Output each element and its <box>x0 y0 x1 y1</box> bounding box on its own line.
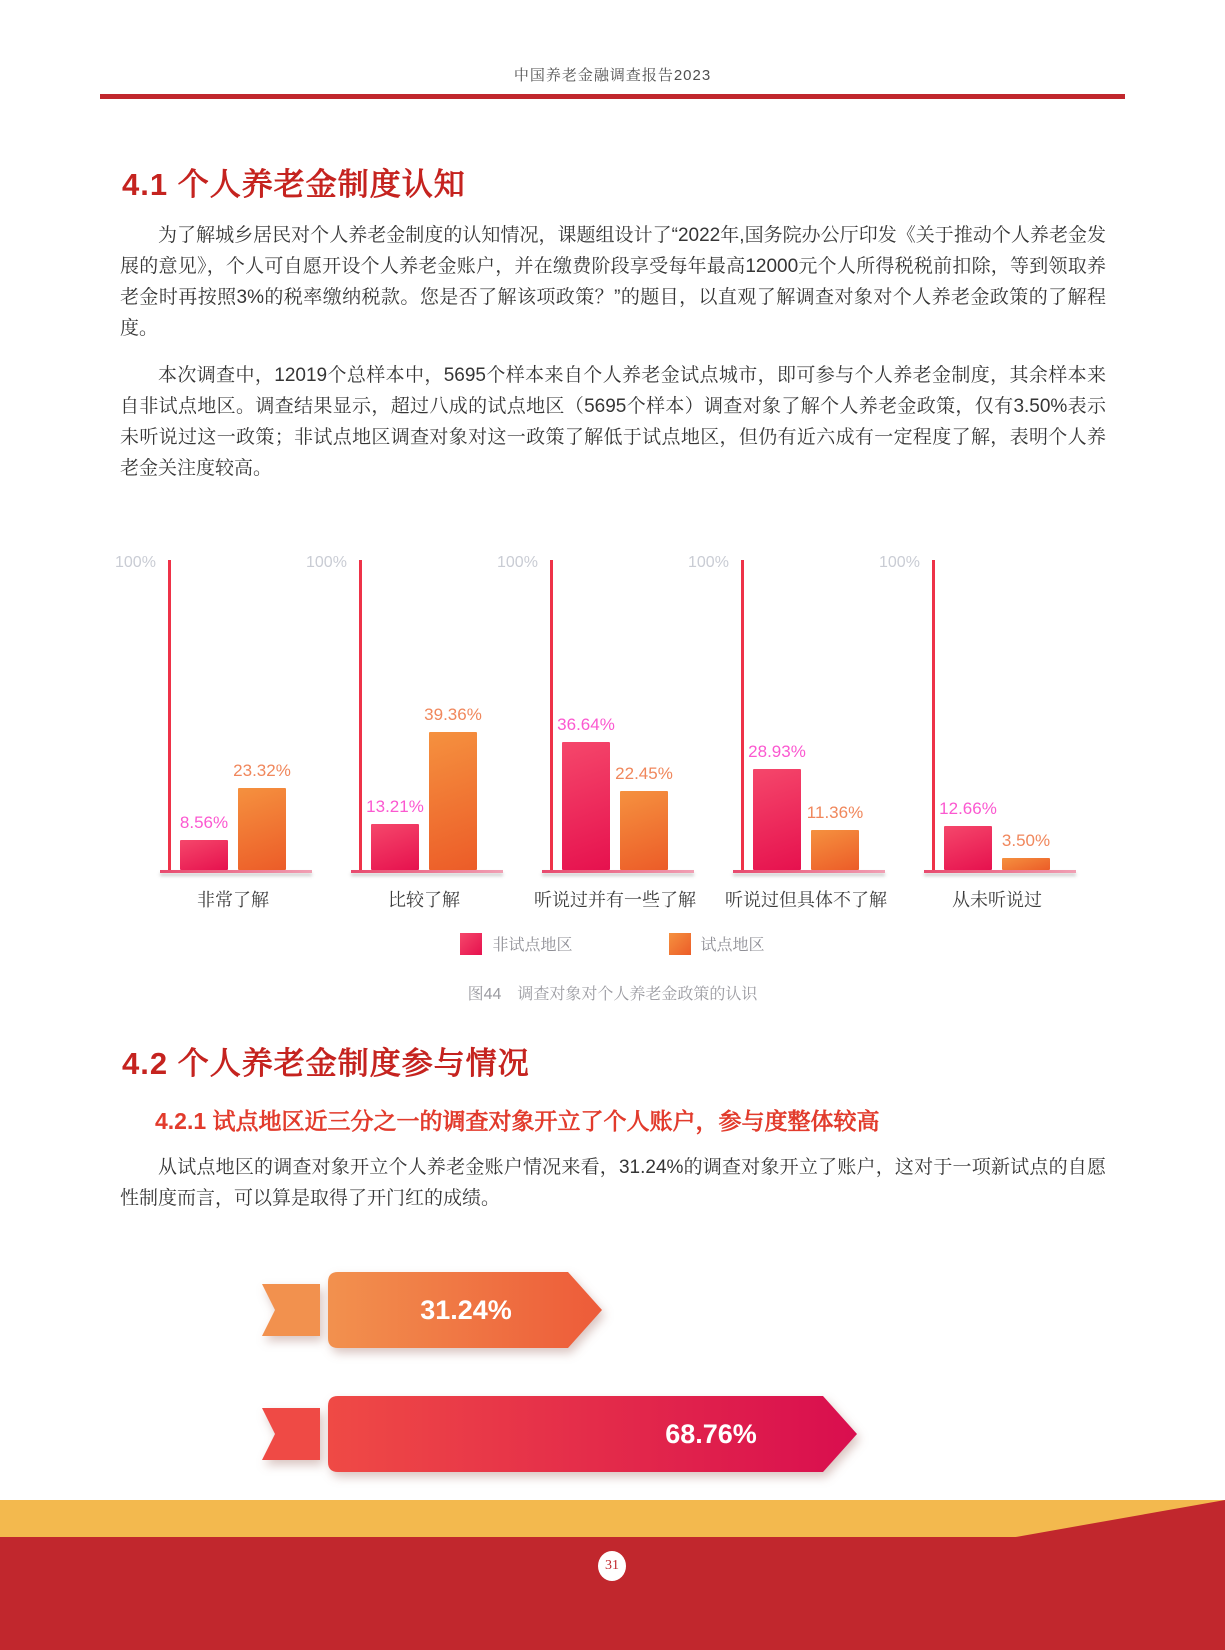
y-axis-line <box>359 560 362 872</box>
category-label: 从未听说过 <box>952 890 1042 910</box>
axis-max-label: 100% <box>306 554 347 571</box>
bar-试点地区 <box>1002 858 1050 870</box>
category-label: 比较了解 <box>388 890 460 910</box>
bar-非试点地区 <box>180 840 228 870</box>
section-4-2-1-subtitle: 4.2.1 试点地区近三分之一的调查对象开立了个人账户，参与度整体较高 <box>155 1108 880 1134</box>
category-label: 听说过并有一些了解 <box>534 890 696 910</box>
category-label: 听说过但具体不了解 <box>725 890 887 910</box>
x-axis-line <box>160 870 312 873</box>
x-axis-line <box>924 870 1076 873</box>
figure-45-arrow-chart <box>262 1272 1225 1474</box>
bar-value-label: 13.21% <box>366 797 424 816</box>
header-divider <box>100 94 1125 99</box>
arrow-ribbon-尚未开通 <box>262 1396 857 1474</box>
bar-试点地区 <box>238 788 286 870</box>
bar-试点地区 <box>429 732 477 870</box>
arrow-tail <box>262 1408 320 1460</box>
chart44-panel <box>877 540 1068 920</box>
bar-试点地区 <box>620 791 668 870</box>
x-axis-line <box>733 870 885 873</box>
bar-非试点地区 <box>562 742 610 870</box>
y-axis-line <box>932 560 935 872</box>
y-axis-line <box>741 560 744 872</box>
bar-value-label: 39.36% <box>424 705 482 724</box>
category-label: 非常了解 <box>197 890 269 910</box>
section-4-1-title: 4.1 个人养老金制度认知 <box>122 167 466 202</box>
legend-label: 非试点地区 <box>492 937 573 954</box>
axis-max-label: 100% <box>879 554 920 571</box>
arrow-row-尚未开通 <box>262 1396 1225 1474</box>
chart44-panel <box>304 540 495 920</box>
figure-44-legend <box>0 932 1225 955</box>
bar-value-label: 12.66% <box>939 799 997 818</box>
legend-swatch <box>669 933 691 955</box>
axis-max-label: 100% <box>497 554 538 571</box>
bar-value-label: 3.50% <box>1001 831 1051 850</box>
chart44-panel <box>686 540 887 920</box>
section-4-2-paragraph: 从试点地区的调查对象开立个人养老金账户情况来看，31.24%的调查对象开立了账户，这对于一项新试点的自愿性制度而言，可以算是取得了开门红的成绩。 <box>120 1157 1106 1209</box>
legend-item-非试点地区 <box>460 932 572 955</box>
report-title: 中国养老金融调查报告2023 <box>513 67 712 84</box>
legend-swatch <box>460 933 482 955</box>
bar-value-label: 22.45% <box>615 764 673 783</box>
x-axis-line <box>542 870 694 873</box>
chart44-panel <box>495 540 696 920</box>
bar-value-label: 36.64% <box>557 715 615 734</box>
axis-max-label: 100% <box>688 554 729 571</box>
page-number-badge: 31 <box>598 1551 626 1581</box>
section-4-2-title: 4.2 个人养老金制度参与情况 <box>122 1046 530 1081</box>
figure-44-caption: 图44 调查对象对个人养老金政策的认识 <box>467 986 758 1003</box>
bar-非试点地区 <box>371 824 419 870</box>
arrow-tail <box>262 1284 320 1336</box>
bar-value-label: 11.36% <box>806 803 864 822</box>
arrow-value-label: 68.76% <box>665 1419 757 1449</box>
section-4-1-paragraph-2: 本次调查中，12019个总样本中，5695个样本来自个人养老金试点城市，即可参与个人养老金制度，其余样本来自非试点地区。调查结果显示，超过八成的试点地区（5695个样本）调查对象了解个人养老金政策，仅有3.50%表示未听说过这一政策；非试点地区调查对象对这一政策了解低于试点地区，但仍有近六成有一定程度了解，表明个人养老金关注度较高。 <box>120 365 1106 479</box>
axis-max-label: 100% <box>115 554 156 571</box>
bar-value-label: 23.32% <box>233 761 291 780</box>
section-4-1-paragraph-1: 为了解城乡居民对个人养老金制度的认知情况，课题组设计了“2022年,国务院办公厅印发《关于推动个人养老金发展的意见》，个人可自愿开设个人养老金账户，并在缴费阶段享受每年最高12000元个人所得税税前扣除，等到领取养老金时再按照3%的税率缴纳税款。您是否了解该项政策？”的题目，以直观了解调查对象对个人养老金政策的了解程度。 <box>120 225 1106 339</box>
arrow-ribbon-已开通 <box>262 1272 602 1350</box>
figure-44-bar-chart <box>113 540 1225 920</box>
arrow-row-已开通 <box>262 1272 1225 1350</box>
bar-value-label: 8.56% <box>179 813 229 832</box>
legend-item-试点地区 <box>669 932 765 955</box>
bar-试点地区 <box>811 830 859 870</box>
arrow-body <box>328 1396 857 1472</box>
arrow-value-label: 31.24% <box>420 1295 512 1325</box>
chart44-panel <box>113 540 304 920</box>
footer-yellow-band <box>0 1500 1225 1537</box>
x-axis-line <box>351 870 503 873</box>
bar-value-label: 28.93% <box>748 742 806 761</box>
legend-label: 试点地区 <box>700 937 765 954</box>
